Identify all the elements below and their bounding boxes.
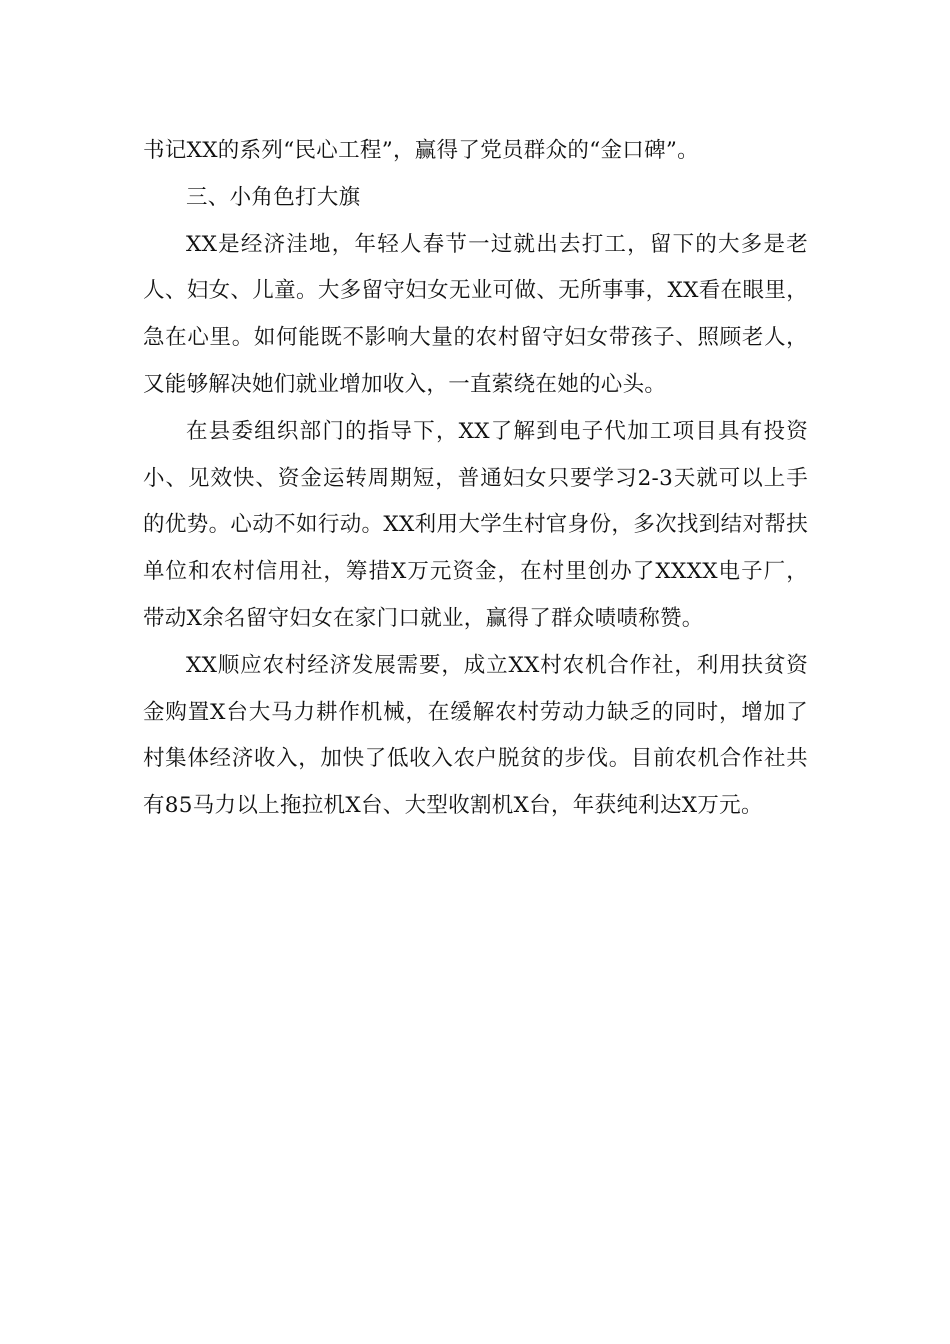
paragraph: XX是经济洼地，年轻人春节一过就出去打工，留下的大多是老人、妇女、儿童。大多留守妇女无业可做、无所事事，XX看在眼里，急在心里。如何能既不影响大量的农村留守妇女带孩子、照顾老人，又能够解决她们就业增加收入，一直萦绕在她的心头。 [143,231,808,397]
document-body [143,128,808,830]
section-heading: 三、小角色打大旗 [186,184,361,210]
paragraph: XX顺应农村经济发展需要，成立XX村农机合作社，利用扶贫资金购置X台大马力耕作机械，在缓解农村劳动力缺乏的同时，增加了村集体经济收入，加快了低收入农户脱贫的步伐。目前农机合作社共有85马力以上拖拉机X台、大型收割机X台，年获纯利达X万元。 [143,652,808,819]
paragraph-continued: 书记XX的系列“民心工程”，赢得了党员群众的“金口碑”。 [143,138,699,163]
paragraph: 在县委组织部门的指导下，XX了解到电子代加工项目具有投资小、见效快、资金运转周期短，普通妇女只要学习2-3天就可以上手的优势。心动不如行动。XX利用大学生村官身份，多次找到结对帮扶单位和农村信用社，筹措X万元资金，在村里创办了XXXX电子厂，带动X余名留守妇女在家门口就业，赢得了群众啧啧称赞。 [143,418,808,631]
